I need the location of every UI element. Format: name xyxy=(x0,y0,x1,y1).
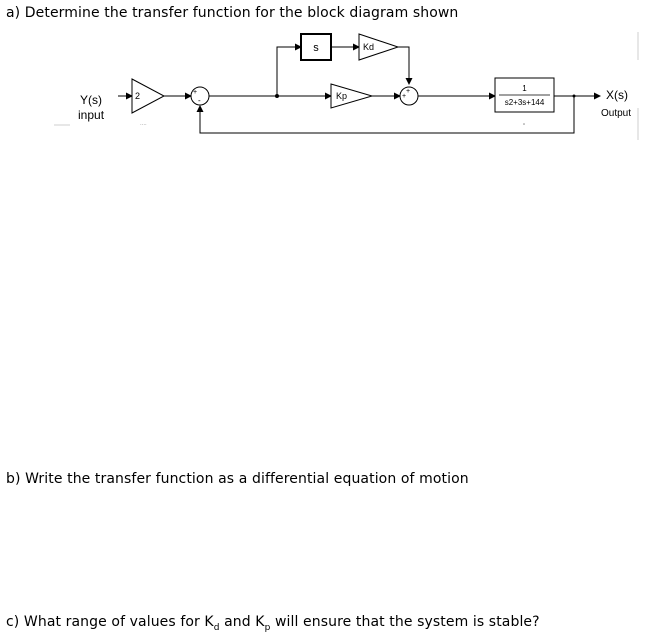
plant-denominator: s2+3s+144 xyxy=(504,98,545,107)
gain-dots: .... xyxy=(140,121,147,127)
question-b: b) Write the transfer function as a differential equation of motion xyxy=(6,471,469,487)
question-c-sub-p: p xyxy=(264,622,271,633)
question-c-prefix: c) What range of values for K xyxy=(6,614,214,630)
question-c xyxy=(6,614,540,633)
sum2-plus-left: + xyxy=(402,93,407,100)
question-c-suffix: will ensure that the system is stable? xyxy=(270,614,540,630)
sum1-plus-sign: + xyxy=(193,89,198,96)
kp-gain-label: Kp xyxy=(336,91,348,101)
question-c-mid: and K xyxy=(219,614,265,630)
plant-numerator: 1 xyxy=(522,84,527,93)
question-c-sub-d: d xyxy=(213,622,220,633)
derivative-block-label: s xyxy=(313,42,319,54)
derivative-path xyxy=(277,47,301,96)
kd-gain-label: Kd xyxy=(363,42,375,52)
derivative-path xyxy=(398,47,409,84)
sum1-minus-sign: - xyxy=(198,96,201,105)
output-signal-label: X(s) xyxy=(606,88,628,102)
question-a: a) Determine the transfer function for the block diagram shown xyxy=(6,5,459,21)
input-label: input xyxy=(78,108,105,122)
gain-block-value: 2 xyxy=(135,91,141,101)
block-diagram xyxy=(0,0,654,160)
input-signal-label: Y(s) xyxy=(80,93,102,107)
output-label: Output xyxy=(601,108,632,119)
stray-dot xyxy=(523,123,525,125)
sum2-plus-top: + xyxy=(406,88,411,95)
